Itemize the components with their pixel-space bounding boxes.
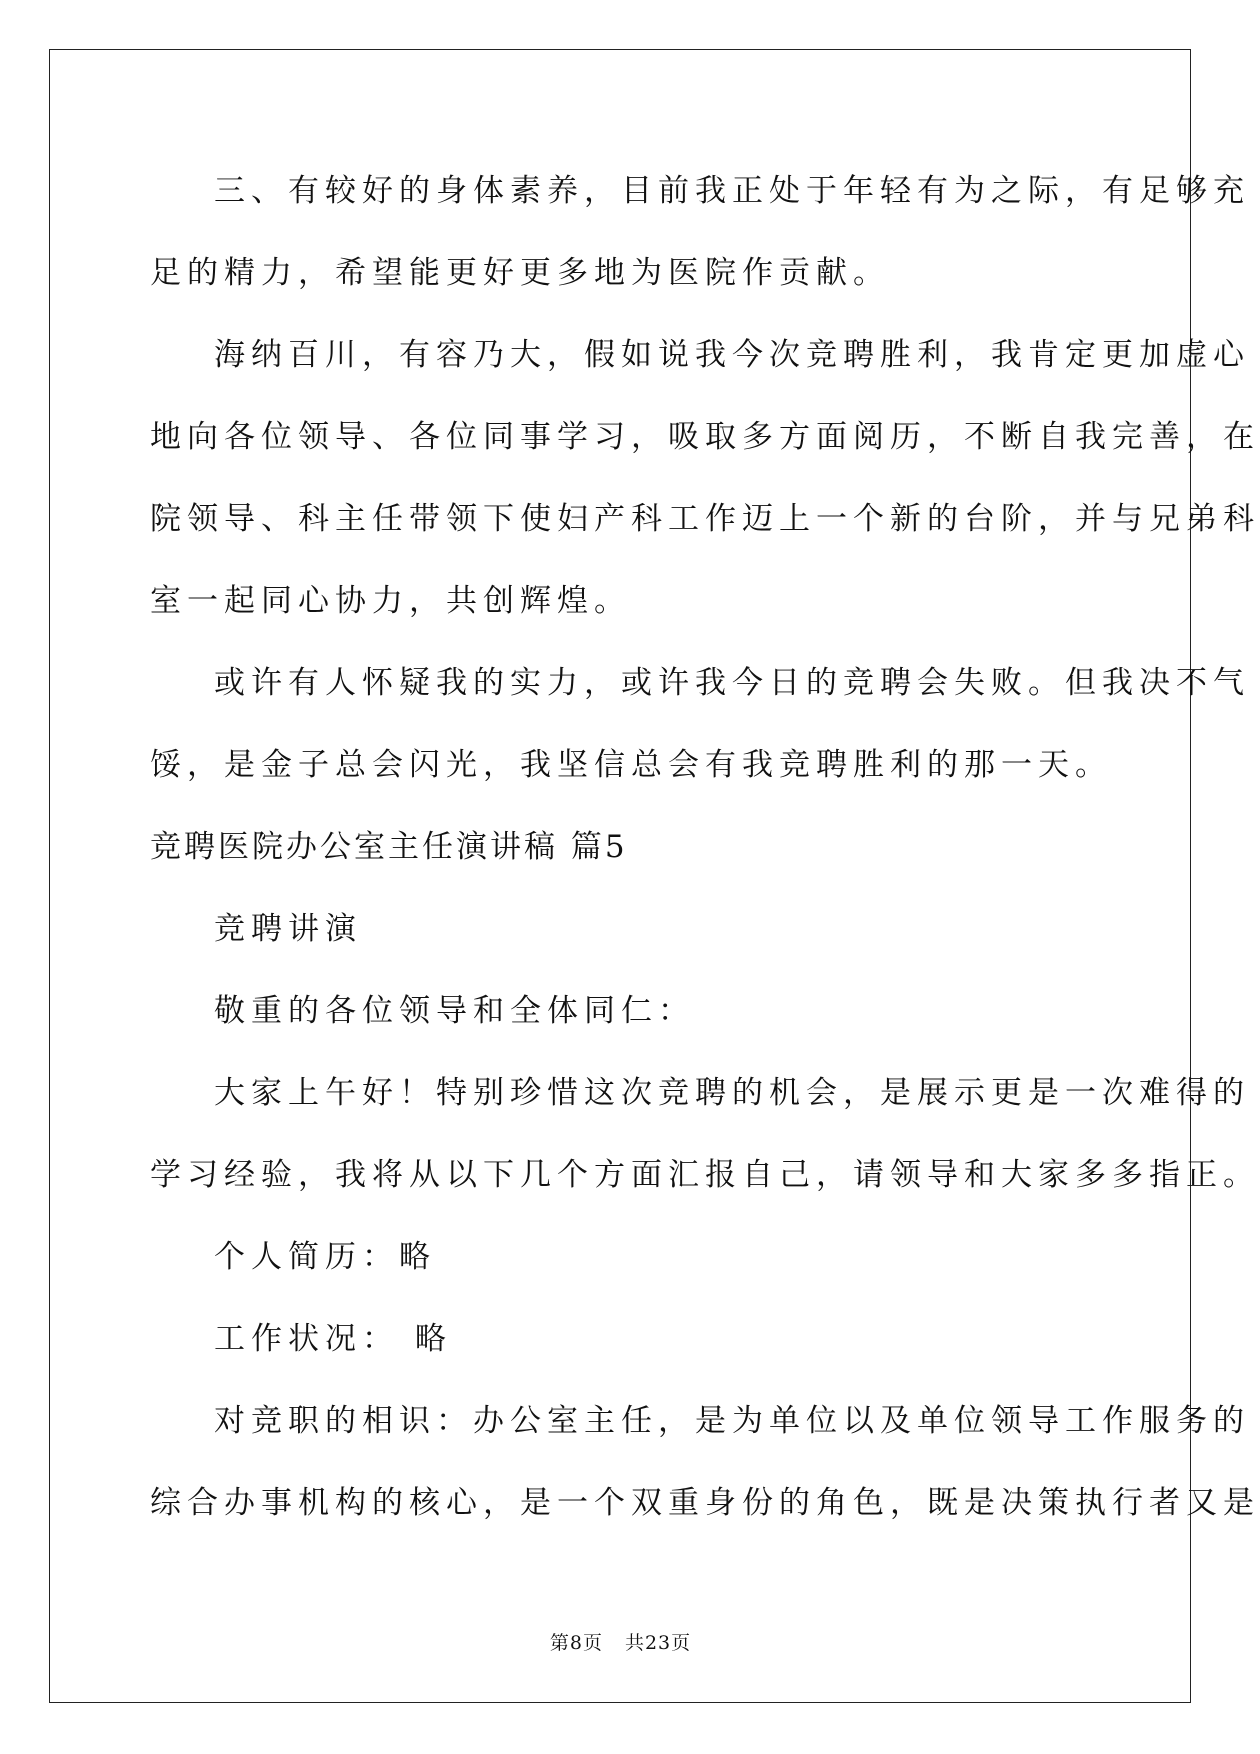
text-line: 综合办事机构的核心，是一个双重身份的角色，既是决策执行者又是 xyxy=(150,1485,1260,1521)
text-line: 工作状况： 略 xyxy=(214,1321,452,1357)
text-line: 大家上午好！特别珍惜这次竞聘的机会，是展示更是一次难得的 xyxy=(214,1075,1250,1111)
text-line: 学习经验，我将从以下几个方面汇报自己，请领导和大家多多指正。 xyxy=(150,1157,1260,1193)
page-number: 第8页 xyxy=(549,1632,603,1654)
text-line: 对竞职的相识：办公室主任，是为单位以及单位领导工作服务的 xyxy=(214,1403,1250,1439)
text-line: 院领导、科主任带领下使妇产科工作迈上一个新的台阶，并与兄弟科 xyxy=(150,501,1260,537)
text-line: 馁，是金子总会闪光，我坚信总会有我竞聘胜利的那一天。 xyxy=(150,747,1112,783)
text-line: 敬重的各位领导和全体同仁： xyxy=(214,993,695,1029)
text-line: 地向各位领导、各位同事学习，吸取多方面阅历，不断自我完善，在 xyxy=(150,419,1260,455)
text-line: 竞聘讲演 xyxy=(214,911,362,947)
text-line: 三、有较好的身体素养，目前我正处于年轻有为之际，有足够充 xyxy=(214,173,1250,209)
text-line: 海纳百川，有容乃大，假如说我今次竞聘胜利，我肯定更加虚心 xyxy=(214,337,1250,373)
page-total: 共23页 xyxy=(624,1632,692,1654)
text-line: 室一起同心协力，共创辉煌。 xyxy=(150,583,631,619)
text-line: 足的精力，希望能更好更多地为医院作贡献。 xyxy=(150,255,890,291)
text-line: 个人简历：略 xyxy=(214,1239,436,1275)
section-heading: 竞聘医院办公室主任演讲稿 篇5 xyxy=(150,829,628,865)
page-footer xyxy=(0,1628,1241,1655)
text-line: 或许有人怀疑我的实力，或许我今日的竞聘会失败。但我决不气 xyxy=(214,665,1250,701)
document-body xyxy=(150,150,1260,1544)
